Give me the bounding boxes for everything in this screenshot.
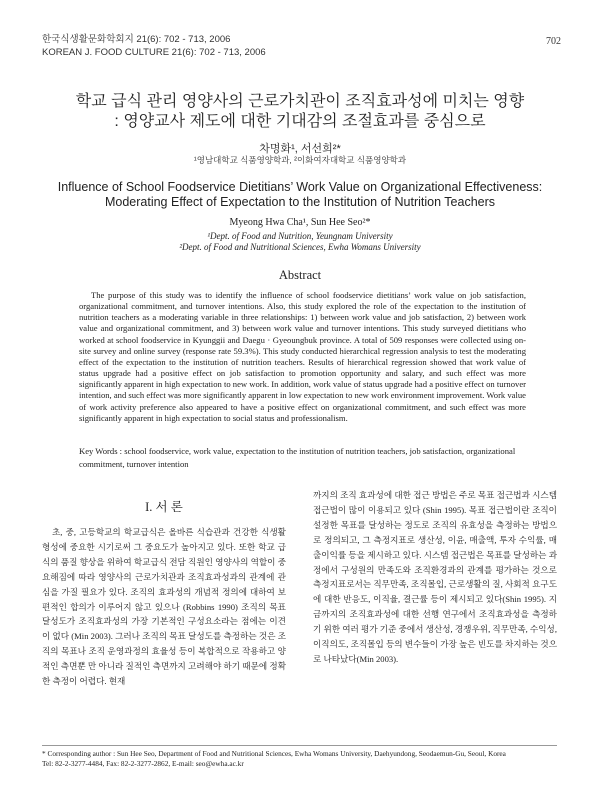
footnote-line1: * Corresponding author : Sun Hee Seo, Department of Food and Nutritional Sciences, Ewha Womans University, Daehyundong, Seodaemun-Gu, Seoul, Korea — [42, 749, 506, 758]
intro-right-column: 까지의 조직 효과성에 대한 접근 방법은 주로 목표 접근법과 시스템 접근법이 많이 이용되고 있다 (Shin 1995). 목표 접근법이란 조직이 설정한 목표를 달성하는 정도로 조직의 유효성을 측정하는 방법으로 정의되고, 그 측정지표로 생산성, 이윤, 매출액, 투자 수익률, 매출이익률 등을 제시하고 있다. 시스템 접근법은 목표를 달성하는 과정에서 구성원의 만족도와 조직환경과의 관계를 평가하는 것으로 측정지표로서는 직무만족, 조직몰입, 근로생활의 질, 사회적 요구도에 대한 반응도, 이직율, 결근률 등이 제시되고 있다(Shin 1995). 지금까지의 조직효과성에 대한 선행 연구에서 조직효과성을 측정하기 위한 여러 평가 기준 중에서 생산성, 경쟁우위, 직무만족, 수익성, 이직의도, 조직몰입 등의 변수들이 가장 높은 빈도를 차지하는 것으로 나타났다(Min 2003). — [313, 490, 557, 664]
keywords — [79, 445, 526, 471]
english-affiliation-2: ²Dept. of Food and Nutritional Sciences, Ewha Womans University — [179, 242, 421, 252]
journal-header-english: KOREAN J. FOOD CULTURE 21(6): 702 - 713, 2006 — [42, 47, 266, 58]
page-number: 702 — [546, 36, 561, 47]
intro-left-column: 초, 중, 고등학교의 학교급식은 올바른 식습관과 건강한 식생활 형성에 중요한 시기로써 그 중요도가 높아지고 있다. 또한 학교 급식의 품질 향상을 위하여 학교급식 전담 직원인 영양사의 역할이 중요해짐에 따라 영양사의 근로가치관과 조직효과성과의 관계에 관심을 가질 필요가 있다. 조직의 효과성의 개념적 정의에 대하여 보편적인 합의가 이루어지 않고 있으나 (Robbins 1990) 조직의 목표 달성도가 조직효과성의 가장 기본적인 구성요소라는 점에는 이견이 없다 (Min 2003). 그러나 조직의 목표 달성도를 측정하는 것은 조직의 목표나 조직 운영과정의 효율성 등이 복합적으로 작용하고 양적인 측면뿐 만 아니라 질적인 측면까지 고려해야 하기 때문에 정확한 측정이 어렵다. 현재 — [42, 527, 286, 687]
english-title — [40, 180, 560, 210]
korean-title-line2: : 영양교사 제도에 대한 기대감의 조절효과를 중심으로 — [114, 113, 486, 130]
section-heading-introduction: I. 서 론 — [145, 500, 183, 514]
korean-title — [60, 92, 540, 132]
corresponding-author-footnote — [42, 749, 557, 769]
korean-affiliations: ¹영남대학교 식품영양학과, ²이화여자대학교 식품영양학과 — [193, 155, 407, 165]
korean-authors: 차명화¹, 서선희²* — [259, 143, 341, 155]
journal-header-korean: 한국식생활문화학회지 21(6): 702 - 713, 2006 — [42, 34, 231, 45]
keywords-list: school foodservice, work value, expectation to the institution of nutrition teachers, job satisfaction, organizational commitment, turnover intention — [79, 446, 516, 469]
english-title-line2: Moderating Effect of Expectation to the Institution of Nutrition Teachers — [104, 195, 496, 209]
english-affiliations — [60, 231, 540, 253]
abstract-heading: Abstract — [278, 268, 322, 282]
footnote-line2: Tel: 82-2-3277-4484, Fax: 82-2-3277-2862, E-mail: seo@ewha.ac.kr — [42, 759, 244, 768]
english-authors: Myeong Hwa Cha¹, Sun Hee Seo²* — [229, 217, 371, 228]
english-title-line1: Influence of School Foodservice Dietitians’ Work Value on Organizational Effectiveness: — [57, 180, 543, 194]
abstract-body: The purpose of this study was to identify the influence of school foodservice dietitians’ work value on job satisfaction, organizational commitment, and turnover intentions. Also, this study explored the role of the expectation to the institution of nutrition teachers as a moderating variable in three relationships: 1) between work value and job satisfaction, 2) between work value and organizational commitment, and 3) between work value and turnover intentions. This study surveyed dietitians who worked at school foodservice in Kyunggii and Daegu · Gyeoungbuk province. A total of 509 responses were collected using on-site survey and online survey (response rate 59.3%). This study conducted hierarchical regression analysis to test the moderating effect of the expectation to the institution of nutrition teachers. Results of hierarchical regression showed that work value of status upgrade had a positive effect on job satisfaction to promotion opportunity and salary, and such effect was more significantly apparent in high expectation to new work. In addition, work value of status upgrade had a positive effect on turnover intention, and such effect was more significantly apparent in low expectation to new work environment improvement. Work value of work activity preference also appeared to have a positive effect on organizational commitment, and such effect was more significantly apparent in high expectation to social status and professionalism. — [79, 290, 526, 423]
journal-header — [42, 34, 266, 59]
korean-title-line1: 학교 급식 관리 영양사의 근로가치관이 조직효과성에 미치는 영향 — [75, 93, 525, 110]
keywords-label: Key Words : — [79, 446, 123, 456]
footnote-divider — [42, 745, 557, 746]
english-affiliation-1: ¹Dept. of Food and Nutrition, Yeungnam University — [207, 231, 393, 241]
